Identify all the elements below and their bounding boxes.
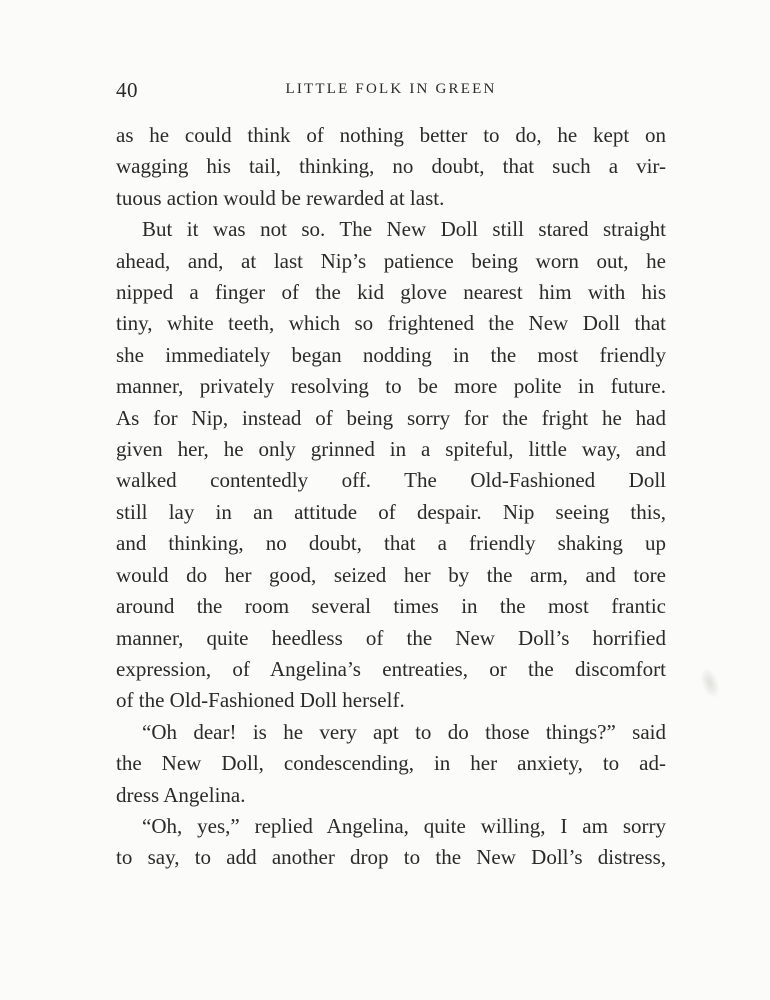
text-line: still lay in an attitude of despair. Nip seeing this, — [116, 499, 666, 524]
text-line: ahead, and, at last Nip’s patience being worn out, he — [116, 248, 666, 273]
paragraph-4 — [116, 811, 666, 874]
text-line: tiny, white teeth, which so frightened the New Doll that — [116, 311, 666, 336]
text-line: would do her good, seized her by the arm, and tore — [116, 562, 666, 587]
text-line: dress Angelina. — [116, 782, 246, 807]
text-line: manner, privately resolving to be more polite in future. — [116, 374, 666, 399]
body-text — [116, 120, 666, 874]
text-line: she immediately began nodding in the most friendly — [116, 342, 666, 367]
text-line: “Oh dear! is he very apt to do those things?” said — [142, 719, 666, 744]
text-line: wagging his tail, thinking, no doubt, that such a vir- — [116, 154, 666, 179]
paragraph-3 — [116, 717, 666, 811]
page-smudge — [697, 666, 722, 700]
text-line: But it was not so. The New Doll still stared straight — [142, 217, 666, 242]
text-line: and thinking, no doubt, that a friendly shaking up — [116, 531, 666, 556]
text-line: nipped a finger of the kid glove nearest him with his — [116, 280, 666, 305]
text-line: to say, to add another drop to the New Doll’s distress, — [116, 845, 666, 870]
page-header — [116, 78, 666, 104]
text-line: walked contentedly off. The Old-Fashioned Doll — [116, 468, 666, 493]
text-line: around the room several times in the most frantic — [116, 594, 666, 619]
text-line: As for Nip, instead of being sorry for the fright he had — [116, 405, 666, 430]
text-line: tuous action would be rewarded at last. — [116, 185, 445, 210]
paragraph-2 — [116, 214, 666, 717]
paragraph-1 — [116, 120, 666, 214]
text-line: manner, quite heedless of the New Doll’s horrified — [116, 625, 666, 650]
text-line: of the Old-Fashioned Doll herself. — [116, 688, 405, 713]
text-line: as he could think of nothing better to do, he kept on — [116, 123, 666, 147]
text-line: “Oh, yes,” replied Angelina, quite willing, I am sorry — [142, 813, 666, 838]
page-number: 40 — [116, 78, 138, 102]
text-line: given her, he only grinned in a spiteful, little way, and — [116, 437, 666, 462]
text-line: expression, of Angelina’s entreaties, or the discomfort — [116, 656, 666, 681]
text-line: the New Doll, condescending, in her anxiety, to ad- — [116, 751, 666, 776]
running-title: LITTLE FOLK IN GREEN — [285, 81, 497, 97]
